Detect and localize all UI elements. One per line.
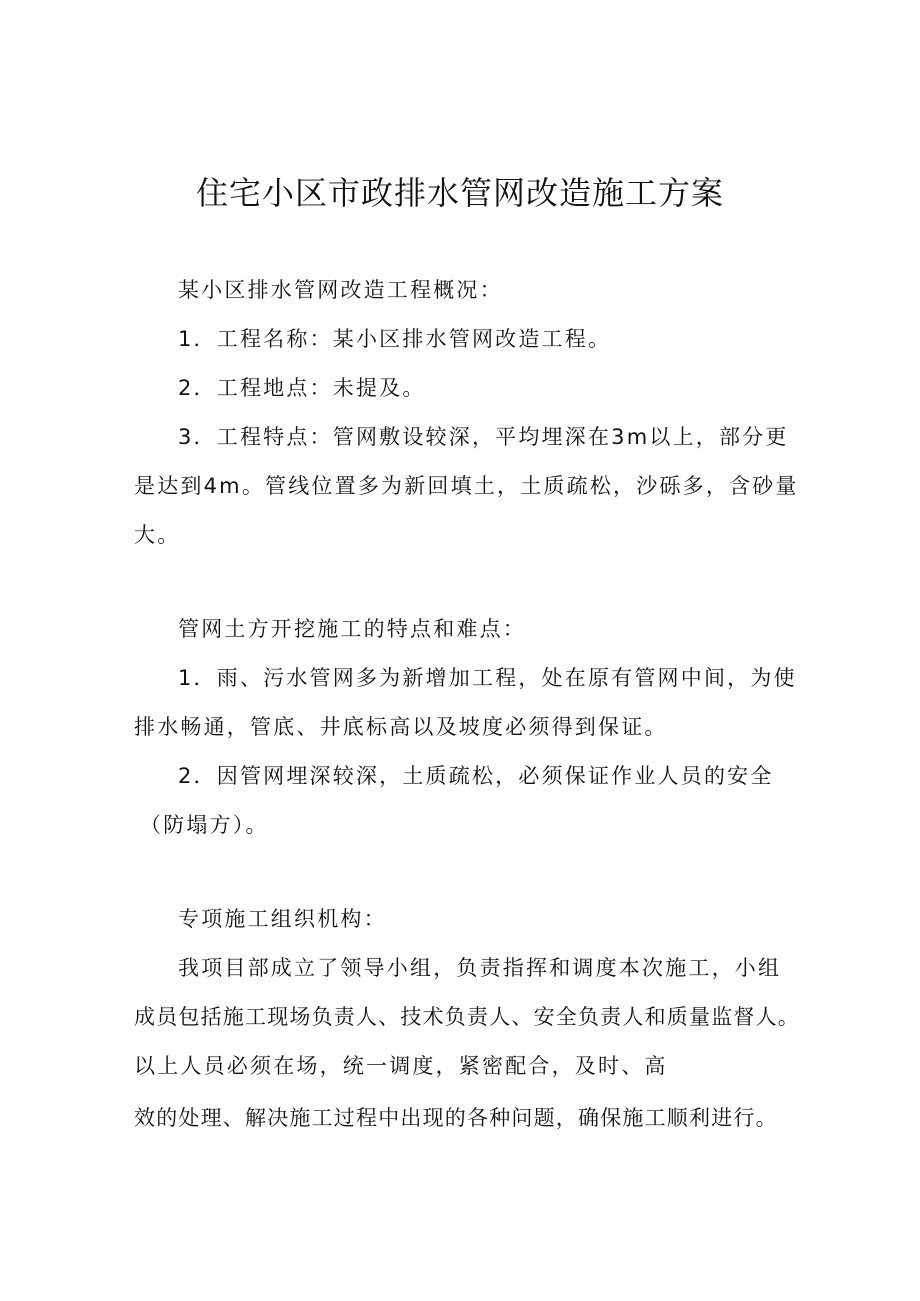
section1-item2: 2．工程地点：未提及。: [178, 376, 426, 400]
section1-item1: 1．工程名称：某小区排水管网改造工程。: [178, 327, 612, 351]
section3-para-line1: 我项目部成立了领导小组，负责指挥和调度本次施工，小组: [178, 956, 782, 980]
section1-item3-line2: 是达到4m。管线位置多为新回填土，土质疏松，沙砾多，含砂量: [134, 474, 799, 498]
section3-para-line4: 效的处理、解决施工过程中出现的各种问题，确保施工顺利进行。: [134, 1106, 778, 1130]
section2-heading: 管网土方开挖施工的特点和难点：: [178, 617, 526, 641]
document-title: 住宅小区市政排水管网改造施工方案: [195, 174, 724, 212]
section2-item2-line1: 2．因管网埋深较深，土质疏松，必须保证作业人员的安全: [178, 764, 774, 788]
section2-item1-line1: 1．雨、污水管网多为新增加工程，处在原有管网中间，为使: [178, 666, 797, 690]
section1-item3-line3: 大。: [134, 523, 181, 547]
section1-heading: 某小区排水管网改造工程概况：: [178, 278, 503, 302]
section2-item1-line2: 排水畅通，管底、井底标高以及坡度必须得到保证。: [134, 715, 668, 739]
section3-heading: 专项施工组织机构：: [178, 907, 387, 931]
section1-item3-line1: 3．工程特点：管网敷设较深，平均埋深在3m以上，部分更: [178, 425, 789, 449]
section2-item2-line2: （防塌方）。: [140, 813, 269, 837]
section3-para-line3: 以上人员必须在场，统一调度，紧密配合，及时、高: [134, 1054, 668, 1078]
section3-para-line2: 成员包括施工现场负责人、技术负责人、安全负责人和质量监督人。: [134, 1005, 800, 1029]
